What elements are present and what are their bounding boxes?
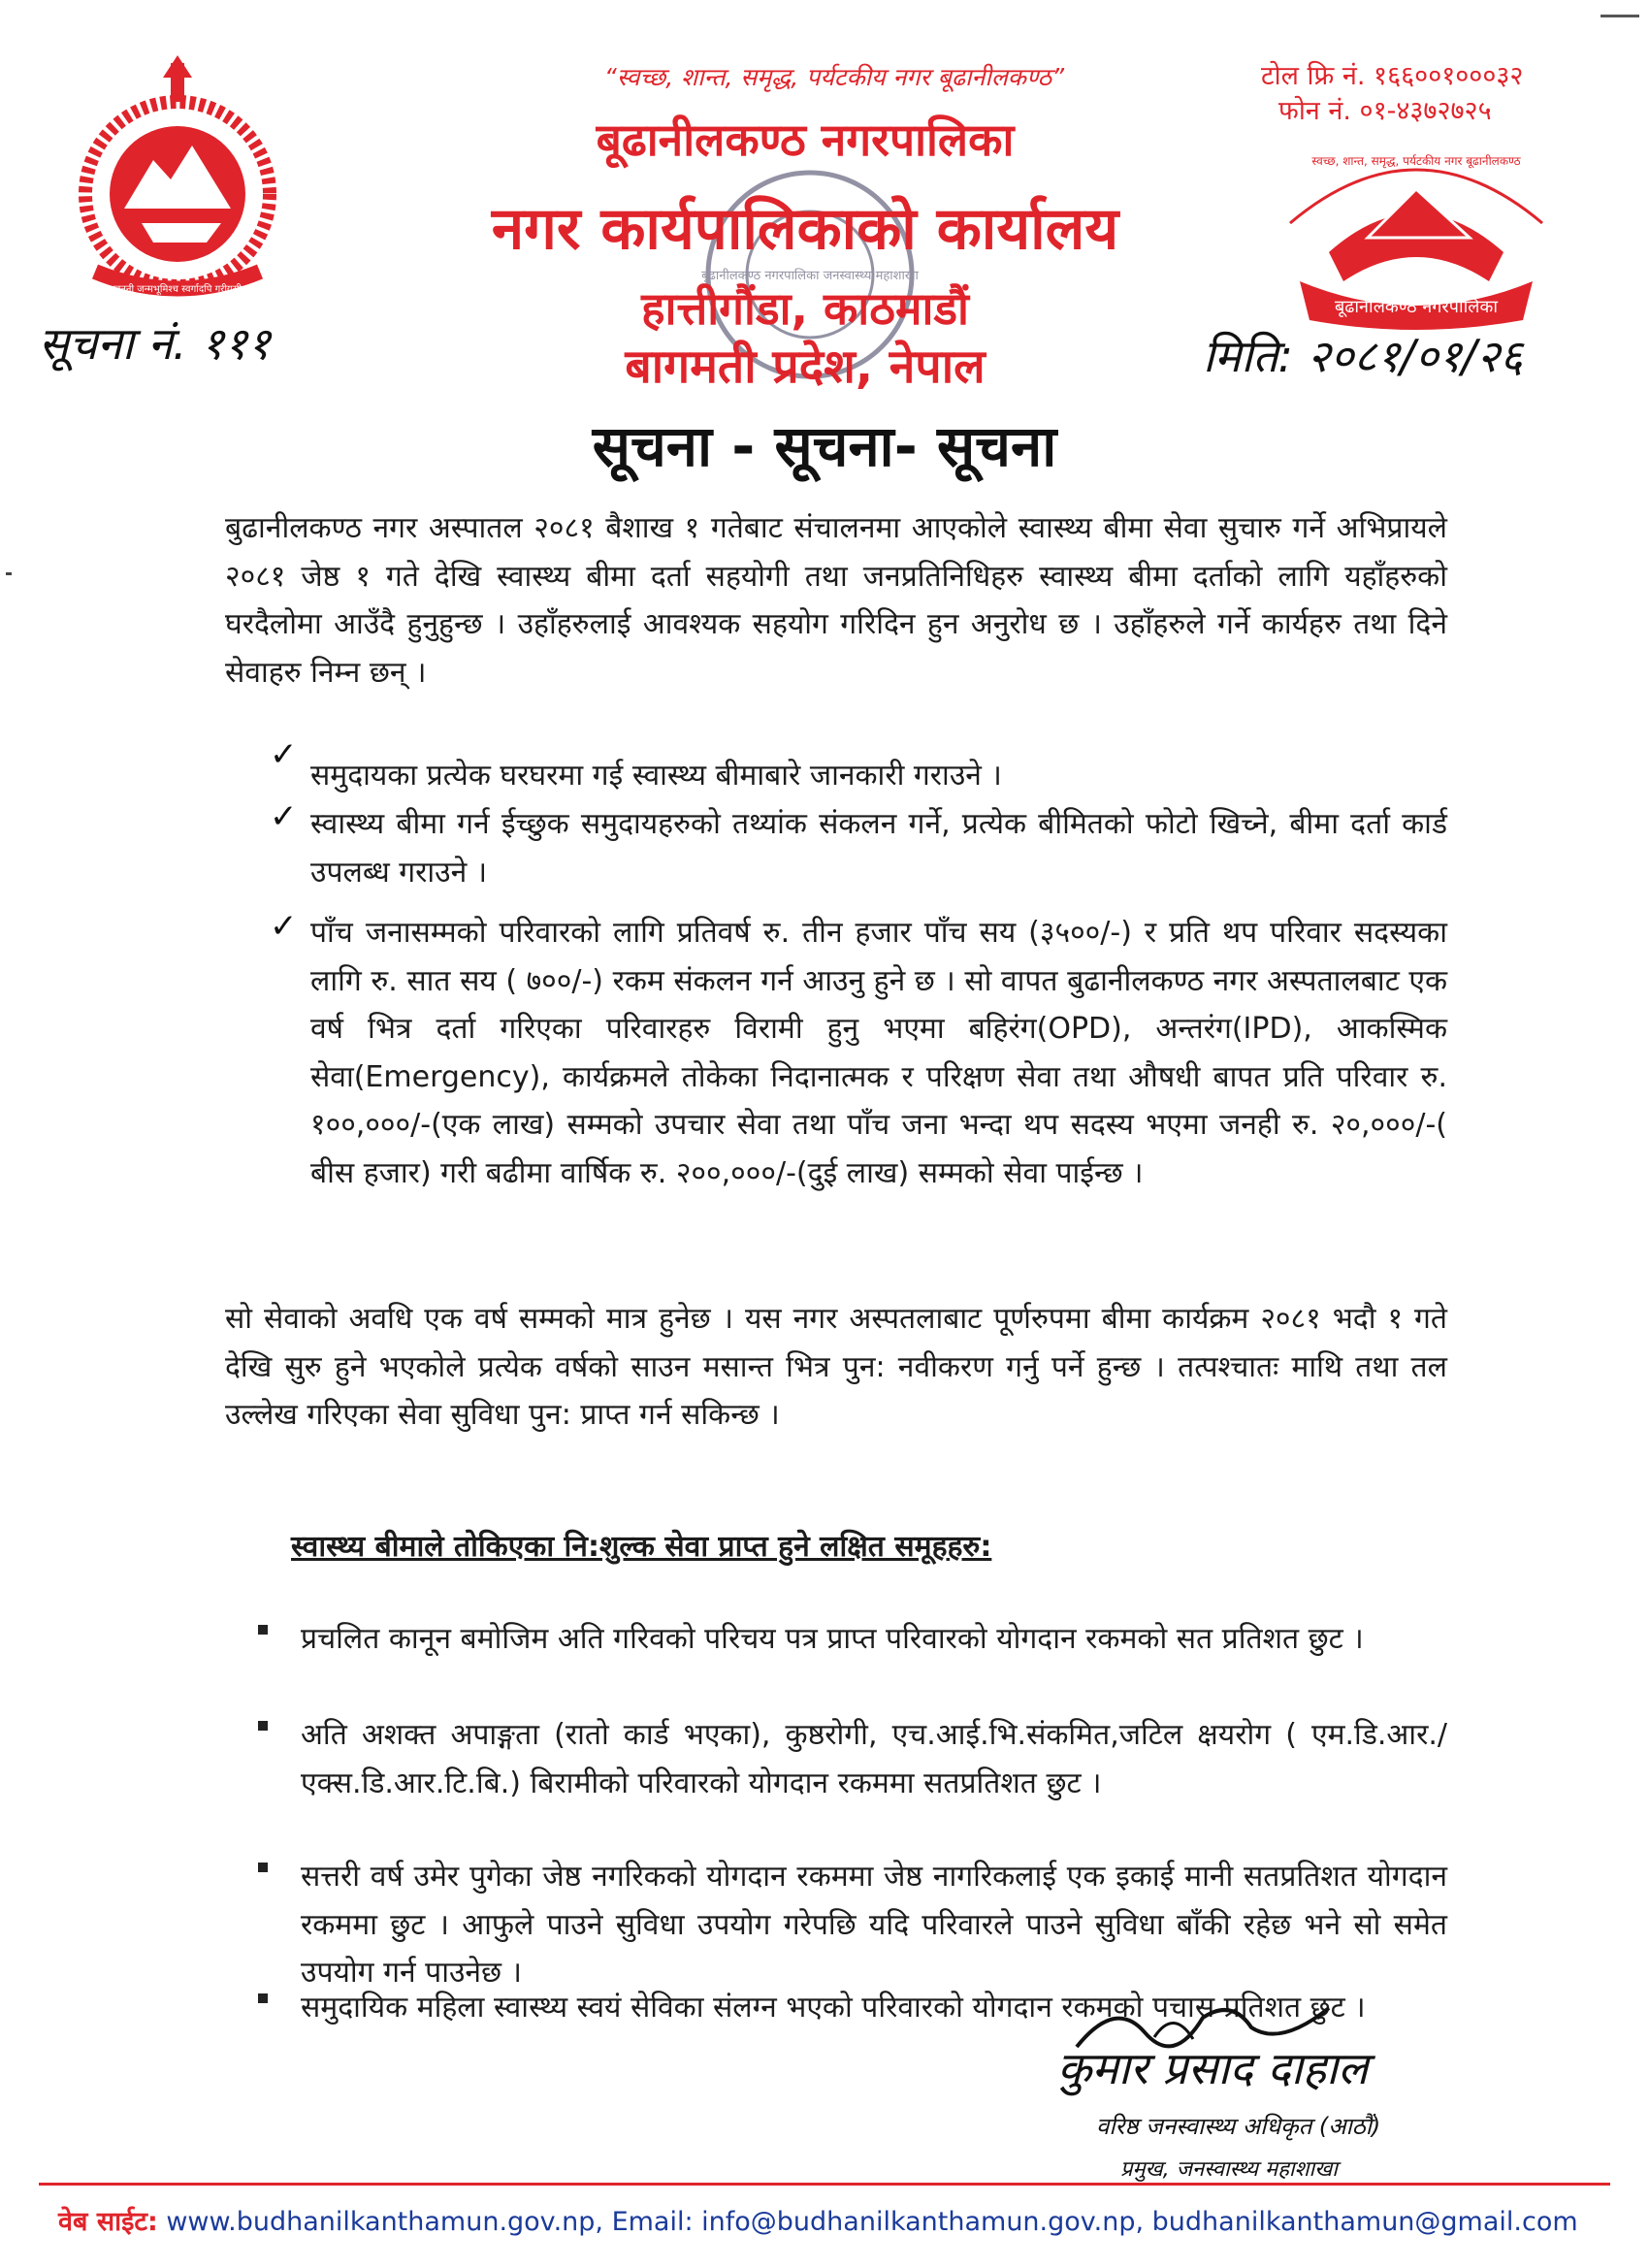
bullet-icon: [258, 1993, 268, 2003]
office-name: नगर कार्यपालिकाको कार्यालय: [491, 195, 1119, 263]
svg-text:स्वच्छ, शान्त, समृद्ध, पर्यटकी: स्वच्छ, शान्त, समृद्ध, पर्यटकीय नगर बूढानीलकण्ठ: [1311, 154, 1521, 168]
target-group-item: सत्तरी वर्ष उमेर पुगेका जेष्ठ नगरिकको योगदान रकममा जेष्ठ नागरिकलाई एक इकाई मानी सतप्रतिशत योगदान रकममा छुट । आफुले पाउने सुविधा उपयोग गरेपछि यदि परिवारले पाउने सुविधा बाँकी रहेछ भने सो समेत उपयोग गर्न पाउनेछ ।: [301, 1860, 1447, 1990]
target-groups-heading: स्वास्थ्य बीमाले तोकिएका नि:शुल्क सेवा प्राप्त हुने लक्षित समूहहरु:: [291, 1530, 992, 1564]
scan-corner-mark: [1600, 15, 1639, 17]
svg-text:जननी जन्मभूमिश्च स्वर्गादपि गर: जननी जन्मभूमिश्च स्वर्गादपि गरीयसी: [113, 284, 242, 295]
phone-number: फोन नं. ०१-४३७२७२५: [1278, 96, 1492, 126]
target-group-item: समुदायिक महिला स्वास्थ्य स्वयं सेविका संलग्न भएको परिवारको योगदान रकमको पचास प्रतिशत छुट ।: [301, 1991, 1366, 2025]
footer-divider: [39, 2183, 1610, 2186]
scan-edge-mark: [6, 572, 12, 575]
check-icon: ✓: [270, 907, 298, 946]
checklist-item: समुदायका प्रत्येक घरघरमा गई स्वास्थ्य बीमाबारे जानकारी गराउने ।: [310, 759, 1002, 793]
bullet-icon: [258, 1625, 268, 1635]
check-icon: ✓: [270, 735, 298, 774]
notice-date: मिति: २०८१/०१/२६: [1203, 330, 1524, 382]
notice-number: सूचना नं. १११: [39, 317, 271, 370]
footer-label: वेब साईट:: [58, 2207, 158, 2237]
municipal-motto: “स्वच्छ, शान्त, समृद्ध, पर्यटकीय नगर बूढानीलकण्ठ”: [603, 63, 1065, 91]
bullet-icon: [258, 1721, 268, 1731]
validity-paragraph: सो सेवाको अवधि एक वर्ष सम्मको मात्र हुनेछ । यस नगर अस्पतलाबाट पूर्णरुपमा बीमा कार्यक्रम २०८१ भदौ १ गते देखि सुरु हुने भएकोले प्रत्येक वर्षको साउन मसान्त भित्र पुन: नवीकरण गर्नु पर्ने हुन्छ । तत्पश्चातः माथि तथा तल उल्लेख गरिएका सेवा सुविधा पुन: प्राप्त गर्न सकिन्छ ।: [225, 1302, 1447, 1432]
nepal-emblem-logo: [56, 53, 299, 315]
check-icon: ✓: [270, 797, 298, 836]
bullet-icon: [258, 1863, 268, 1872]
svg-text:बूढानीलकण्ठ नगरपालिका: बूढानीलकण्ठ नगरपालिका: [1334, 297, 1499, 317]
municipality-name: बूढानीलकण्ठ नगरपालिका: [596, 113, 1015, 166]
svg-text:बूढानीलकण्ठ नगरपालिका जनस्वास्: बूढानीलकण्ठ नगरपालिका जनस्वास्थ्य महाशाखा: [701, 269, 919, 283]
toll-free-number: टोल फ्रि नं. १६६००१०००३२: [1261, 61, 1524, 91]
footer-links[interactable]: www.budhanilkanthamun.gov.np, Email: info@budhanilkanthamun.gov.np, budhanilkanthamun@gmail.com: [166, 2207, 1578, 2237]
footer-contact: [58, 2202, 1630, 2238]
checklist-item: पाँच जनासम्मको परिवारको लागि प्रतिवर्ष रु. तीन हजार पाँच सय (३५००/-) र प्रति थप परिवार सदस्यका लागि रु. सात सय ( ७००/-) रकम संकलन गर्न आउनु हुने छ । सो वापत बुढानीलकण्ठ नगर अस्पतालबाट एक वर्ष भित्र दर्ता गरिएका परिवारहरु विरामी हुनु भएमा बहिरंग(OPD), अन्तरंग(IPD), आकस्मिक सेवा(Emergency), कार्यक्रमले तोकेका निदानात्मक र परिक्षण सेवा तथा औषधी बापत प्रति परिवार रु. १००,०००/-(एक लाख) सम्मको उपचार सेवा तथा पाँच जना भन्दा थप सदस्य भएमा जनही रु. २०,०००/-( बीस हजार) गरी बढीमा वार्षिक रु. २००,०००/-(दुई लाख) सम्मको सेवा पाईन्छ ।: [310, 916, 1447, 1190]
signatory-title: वरिष्ठ जनस्वास्थ्य अधिकृत (आठौं): [1096, 2113, 1381, 2140]
target-group-item: प्रचलित कानून बमोजिम अति गरिवको परिचय पत्र प्राप्त परिवारको योगदान रकमको सत प्रतिशत छुट ।: [301, 1622, 1364, 1656]
intro-paragraph: बुढानीलकण्ठ नगर अस्पातल २०८१ बैशाख १ गतेबाट संचालनमा आएकोले स्वास्थ्य बीमा सेवा सुचारु गर्ने अभिप्रायले २०८१ जेष्ठ १ गते देखि स्वास्थ्य बीमा दर्ता सहयोगी तथा जनप्रतिनिधिहरु स्वास्थ्य बीमा दर्ताको लागि यहाँहरुको घरदैलोमा आउँदै हुनुहुन्छ । उहाँहरुलाई आवश्यक सहयोग गरिदिन हुन अनुरोध छ । उहाँहरुले गर्ने कार्यहरु तथा दिने सेवाहरु निम्न छन् ।: [225, 511, 1447, 690]
signatory-department: प्रमुख, जनस्वास्थ्य महाशाखा: [1120, 2157, 1338, 2182]
office-province: बागमती प्रदेश, नेपाल: [625, 340, 986, 394]
municipality-logo: [1271, 136, 1562, 330]
target-group-item: अति अशक्त अपाङ्गता (रातो कार्ड भएका), कुष्ठरोगी, एच.आई.भि.संकमित,जटिल क्षयरोग ( एम.डि.आर./एक्स.डि.आर.टि.बि.) बिरामीको परिवारको योगदान रकममा सतप्रतिशत छुट ।: [301, 1718, 1447, 1800]
checklist-item: स्वास्थ्य बीमा गर्न ईच्छुक समुदायहरुको तथ्यांक संकलन गर्ने, प्रत्येक बीमितको फोटो खिच्ने, बीमा दर्ता कार्ड उपलब्ध गराउने ।: [310, 807, 1447, 890]
document-title: सूचना - सूचना- सूचना: [592, 413, 1057, 479]
signatory-name: कुमार प्रसाद दाहाल: [1057, 2042, 1369, 2094]
office-location: हात्तीगौंडा, काठमाडौं: [641, 282, 969, 335]
